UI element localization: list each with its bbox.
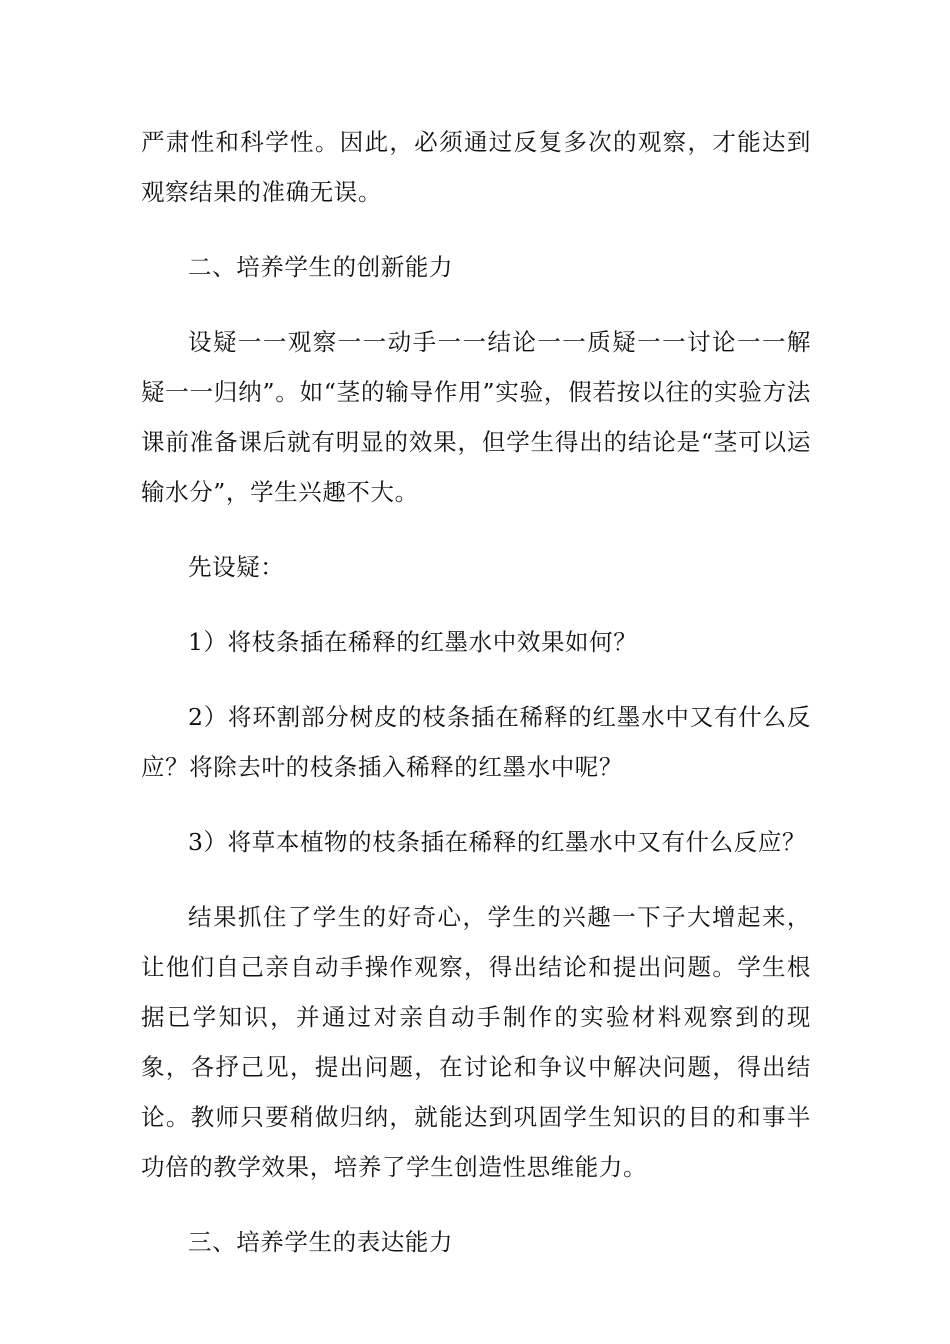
paragraph-continuation: 严肃性和科学性。因此，必须通过反复多次的观察，才能达到观察结果的准确无误。: [141, 128, 811, 206]
list-item-question-1: 1）将枝条插在稀释的红墨水中效果如何？: [188, 628, 638, 656]
section-heading-innovation: 二、培养学生的创新能力: [188, 253, 454, 281]
paragraph-method: 设疑一一观察一一动手一一结论一一质疑一一讨论一一解疑一一归纳”。如“茎的输导作用”实验，假若按以往的实验方法课前准备课后就有明显的效果，但学生得出的结论是“茎可以运输水分”，学生兴趣不大。: [141, 328, 811, 506]
document-page: [141, 117, 811, 1292]
list-item-question-3: 3）将草本植物的枝条插在稀释的红墨水中又有什么反应？: [188, 828, 807, 856]
list-item-question-2: 2）将环割部分树皮的枝条插在稀释的红墨水中又有什么反应？将除去叶的枝条插入稀释的红墨水中呢？: [141, 703, 811, 781]
section-heading-expression: 三、培养学生的表达能力: [188, 1228, 454, 1256]
paragraph-result: 结果抓住了学生的好奇心，学生的兴趣一下子大增起来，让他们自己亲自动手操作观察，得出结论和提出问题。学生根据已学知识，并通过对亲自动手制作的实验材料观察到的现象，各抒己见，提出问题，在讨论和争议中解决问题，得出结论。教师只要稍做归纳，就能达到巩固学生知识的目的和事半功倍的教学效果，培养了学生创造性思维能力。: [141, 903, 811, 1181]
paragraph-questions-intro: 先设疑：: [188, 553, 285, 581]
